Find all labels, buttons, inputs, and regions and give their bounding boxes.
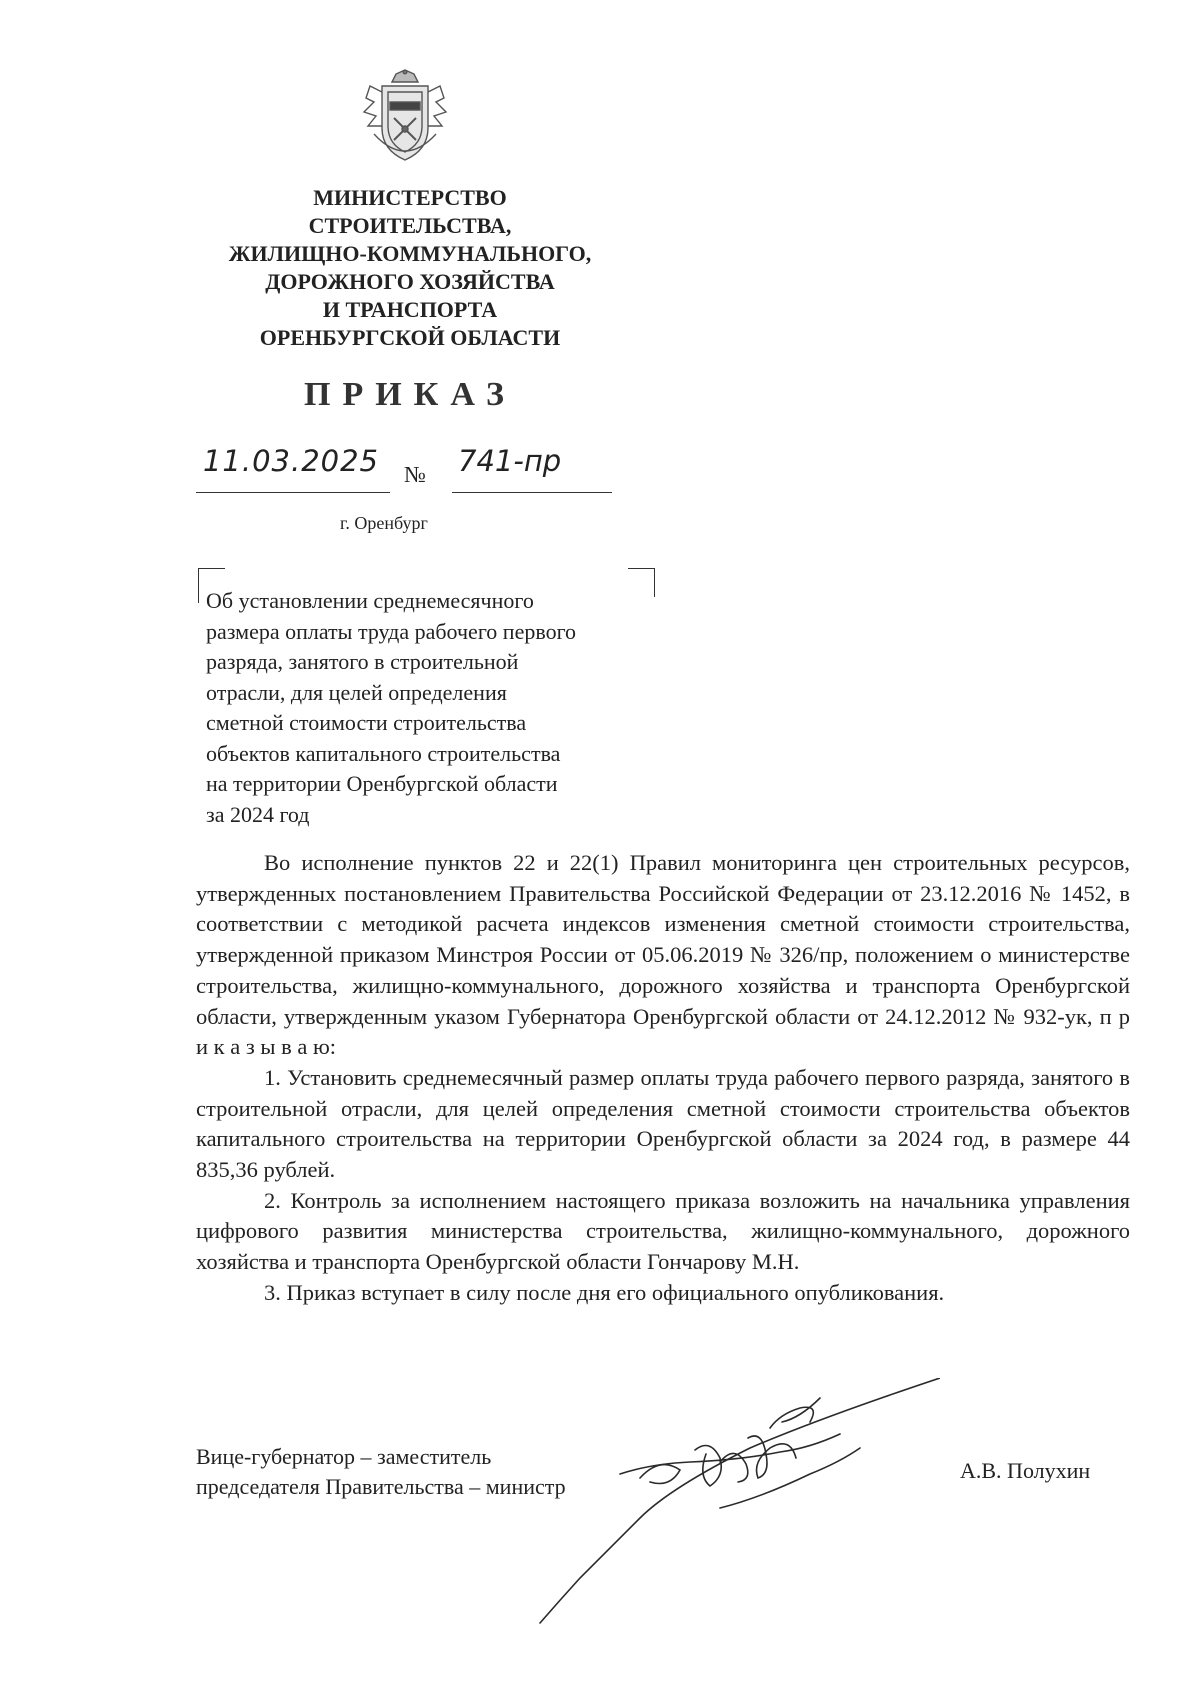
org-line: ДОРОЖНОГО ХОЗЯЙСТВА	[265, 269, 555, 294]
org-line: МИНИСТЕРСТВО	[313, 185, 507, 210]
org-line: СТРОИТЕЛЬСТВА,	[308, 213, 512, 238]
subject-line: объектов капитального строительства	[206, 740, 561, 766]
signatory-title-line: Вице-губернатор – заместитель	[196, 1444, 492, 1469]
handwritten-signature	[520, 1378, 940, 1628]
order-body	[196, 848, 1130, 1309]
coat-of-arms-icon	[360, 68, 450, 164]
number-underline	[452, 492, 612, 493]
subject-line: на территории Оренбургской области	[206, 771, 558, 796]
subject-block	[206, 586, 676, 830]
subject-line: сметной стоимости строительства	[206, 710, 527, 735]
subject-line: за 2024 год	[206, 801, 310, 827]
subject-line: размера оплаты труда рабочего первого	[206, 618, 577, 644]
order-item: 1. Установить среднемесячный размер оплаты труда рабочего первого разряда, занятого в строительной отрасли, для целей определения сметной стоимости строительства объектов капитального строительства на территории Оренбургской области за 2024 год, в размере 44 835,36 рублей.	[196, 1064, 1130, 1183]
document-type-title: ПРИКАЗ	[304, 376, 516, 413]
ministry-name	[150, 184, 670, 352]
handwritten-number: 741-пр	[458, 444, 562, 478]
order-item: 3. Приказ вступает в силу после дня его официального опубликования.	[264, 1279, 945, 1305]
city: г. Оренбург	[340, 513, 428, 533]
signatory-title-line: председателя Правительства – министр	[196, 1474, 566, 1499]
org-line: И ТРАНСПОРТА	[322, 297, 498, 322]
order-item: 2. Контроль за исполнением настоящего приказа возложить на начальника управления цифрового развития министерства строительства, жилищно-коммунального, дорожного хозяйства и транспорта Оренбургской области Гончарову М.Н.	[196, 1187, 1130, 1275]
org-line: ОРЕНБУРГСКОЙ ОБЛАСТИ	[259, 325, 561, 350]
number-label: №	[404, 462, 426, 487]
signatory-title	[196, 1442, 566, 1502]
subject-line: Об установлении среднемесячного	[206, 588, 534, 613]
subject-line: разряда, занятого в строительной	[206, 649, 519, 674]
subject-line: отрасли, для целей определения	[206, 679, 507, 705]
handwritten-date: 11.03.2025	[202, 444, 380, 478]
preamble-paragraph: Во исполнение пунктов 22 и 22(1) Правил мониторинга цен строительных ресурсов, утвержденных постановлением Правительства Российской Федерации от 23.12.2016 № 1452, в соответствии с методикой расчета индексов изменения сметной стоимости строительства, утвержденной приказом Минстроя России от 05.06.2019 № 326/пр, положением о министерстве строительства, жилищно-коммунального, дорожного хозяйства и транспорта Оренбургской области, утвержденным указом Губернатора Оренбургской области от 24.12.2012 № 932-ук, п р и к а з ы в а ю:	[196, 850, 1130, 1060]
signatory-name: А.В. Полухин	[960, 1458, 1091, 1483]
org-line: ЖИЛИЩНО-КОММУНАЛЬНОГО,	[228, 241, 592, 266]
date-underline	[196, 492, 390, 493]
